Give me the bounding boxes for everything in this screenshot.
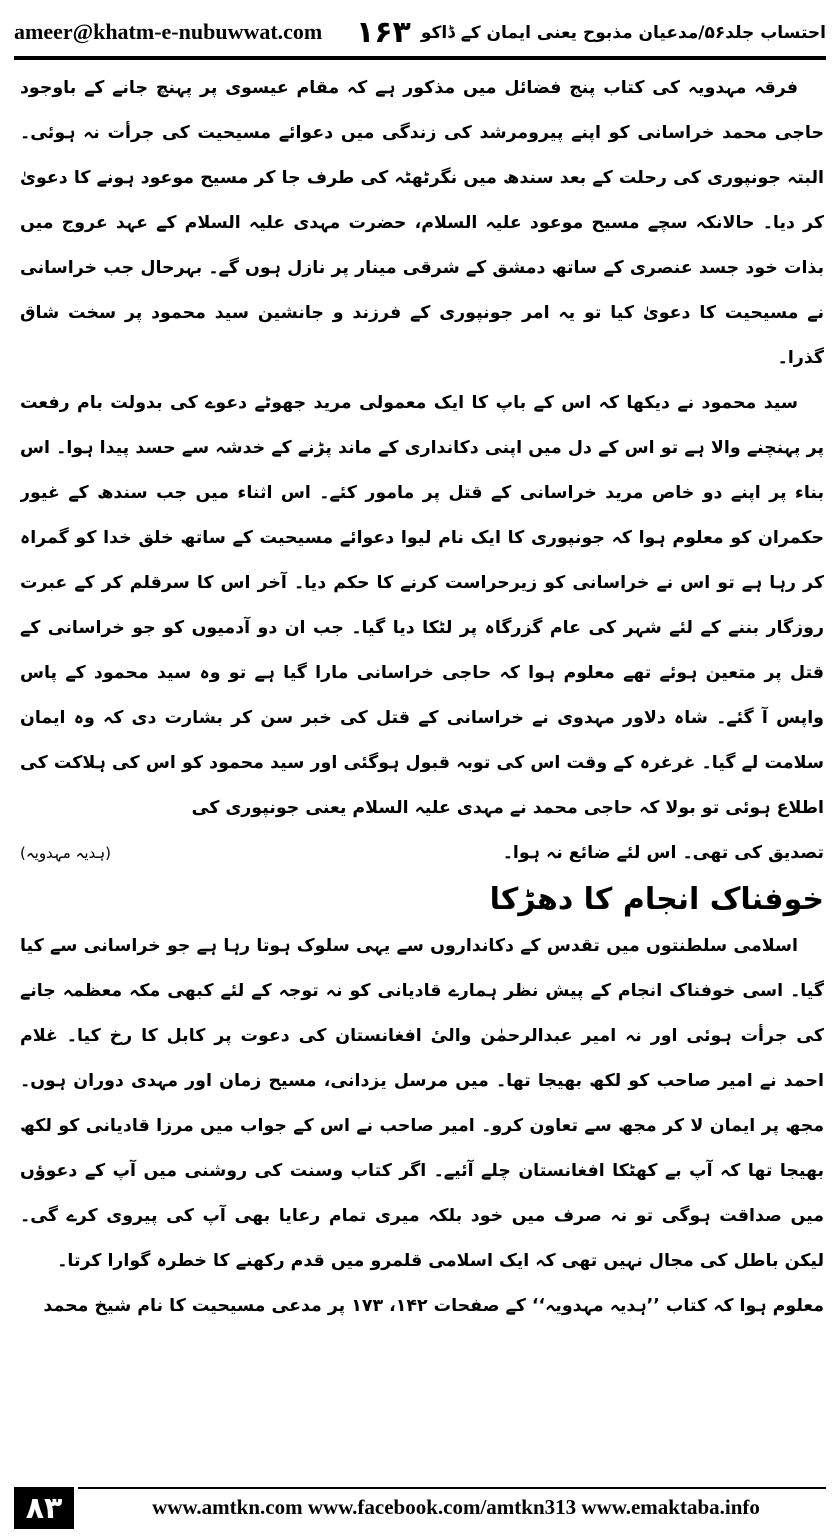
paragraph-4: معلوم ہوا کہ کتاب ’’ہدیہ مہدویہ‘‘ کے صفحات ۱۴۲، ۱۷۳ پر مدعی مسیحیت کا نام شیخ محمد [43, 1296, 824, 1316]
header-page-number: ۱۶۳ [355, 14, 411, 50]
paragraph-1: فرقہ مہدویہ کی کتاب پنج فضائل میں مذکور ہے کہ مقام عیسوی پر پہنچ جانے کے باوجود حاجی محمد خراسانی کو اپنے پیرومرشد کی زندگی میں دعوائے مسیحیت کی جرأت نہ ہوئی۔ البتہ جونپوری کی رحلت کے بعد سندھ میں نگرٹھٹہ کی طرف جا کر مسیح موعود ہونے کا دعویٰ کر دیا۔ حالانکہ سچے مسیح موعود علیہ السلام، حضرت مہدی علیہ السلام کے عہد عروج میں بذات خود جسد عنصری کے ساتھ دمشق کے شرقی مینار پر نازل ہوں گے۔ بہرحال جب خراسانی نے مسیحیت کا دعویٰ کیا تو یہ امر جونپوری کے فرزند و جانشین سید محمود پر سخت شاق گذرا۔ [20, 78, 824, 368]
paragraph-3: اسلامی سلطنتوں میں تقدس کے دکانداروں سے یہی سلوک ہوتا رہا ہے جو خراسانی سے کیا گیا۔ اسی خوفناک انجام کے پیش نظر ہمارے قادیانی کو نہ توجہ کے لئے کبھی مکہ معظمہ جانے کی جرأت ہوئی اور نہ امیر عبدالرحمٰن والیٔ افغانستان کی دعوت پر کابل کا رخ کیا۔ غلام احمد نے امیر صاحب کو لکھ بھیجا تھا۔ میں مرسل یزدانی، مسیح زمان اور مہدی دوران ہوں۔ مجھ پر ایمان لا کر مجھ سے تعاون کرو۔ امیر صاحب نے اس کے جواب میں مرزا قادیانی کو لکھ بھیجا تھا کہ آپ بے کھٹکا افغانستان چلے آئیے۔ اگر کتاب وسنت کی روشنی میں آپ کے دعوؤں میں صداقت ہوگی تو نہ صرف میں خود بلکہ میری تمام رعایا بھی آپ کی پیروی کرے گی۔ لیکن باطل کی مجال نہیں تھی کہ ایک اسلامی قلمرو میں قدم رکھنے کا خطرہ گوارا کرتا۔ [20, 936, 824, 1271]
header-email: ameer@khatm-e-nubuwwat.com [14, 19, 323, 44]
section-heading: خوفناک انجام کا دھڑکا [489, 882, 824, 917]
header-divider [14, 56, 826, 60]
paragraph-2-end: تصدیق کی تھی۔ اس لئے ضائع نہ ہوا۔ [502, 843, 824, 863]
page-header [14, 12, 826, 52]
paragraph-end-line [20, 831, 824, 876]
paragraph-2: سید محمود نے دیکھا کہ اس کے باپ کا ایک معمولی مرید جھوٹے دعوے کی بدولت بام رفعت پر پہنچنے والا ہے تو اس کے دل میں اپنی دکانداری کے ماند پڑنے کے خدشہ سے حسد پیدا ہوا۔ اس بناء پر اپنے دو خاص مرید خراسانی کے قتل پر مامور کئے۔ اس اثناء میں جب سندھ کے غیور حکمران کو معلوم ہوا کہ جونپوری کا ایک نام لیوا دعوائے مسیحیت کے ساتھ خلق خدا کو گمراہ کر رہا ہے تو اس نے خراسانی کو زیرحراست کرنے کا حکم دیا۔ آخر اس کا سرقلم کر کے عبرت روزگار بننے کے لئے شہر کی عام گزرگاہ پر لٹکا دیا گیا۔ جب ان دو آدمیوں کو جو خراسانی کے قتل پر متعین ہوئے تھے معلوم ہوا کہ حاجی خراسانی مارا گیا ہے تو وہ سید محمود کے پاس واپس آ گئے۔ شاہ دلاور مہدوی نے خراسانی کے قتل کی خبر سن کر بشارت دی کہ وہ ایمان سلامت لے گیا۔ غرغرہ کے وقت اس کی توبہ قبول ہوگئی اور سید محمود کو اس کی ہلاکت کی اطلاع ہوئی تو بولا کہ حاجی محمد نے مہدی علیہ السلام یعنی جونپوری کی [20, 393, 824, 818]
footer-page-number: ۸۳ [14, 1487, 74, 1529]
footer-urls: www.amtkn.com www.facebook.com/amtkn313 www.emaktaba.info [152, 1495, 760, 1519]
page-body [20, 66, 824, 1466]
header-right [356, 15, 826, 50]
header-title: احتساب جلد۵۶/مدعیان مذبوح یعنی ایمان کے ڈاکو [420, 22, 826, 43]
page-footer [14, 1487, 826, 1531]
footer-divider [78, 1487, 826, 1489]
reference-citation: (ہدیہ مہدویہ) [20, 844, 112, 862]
